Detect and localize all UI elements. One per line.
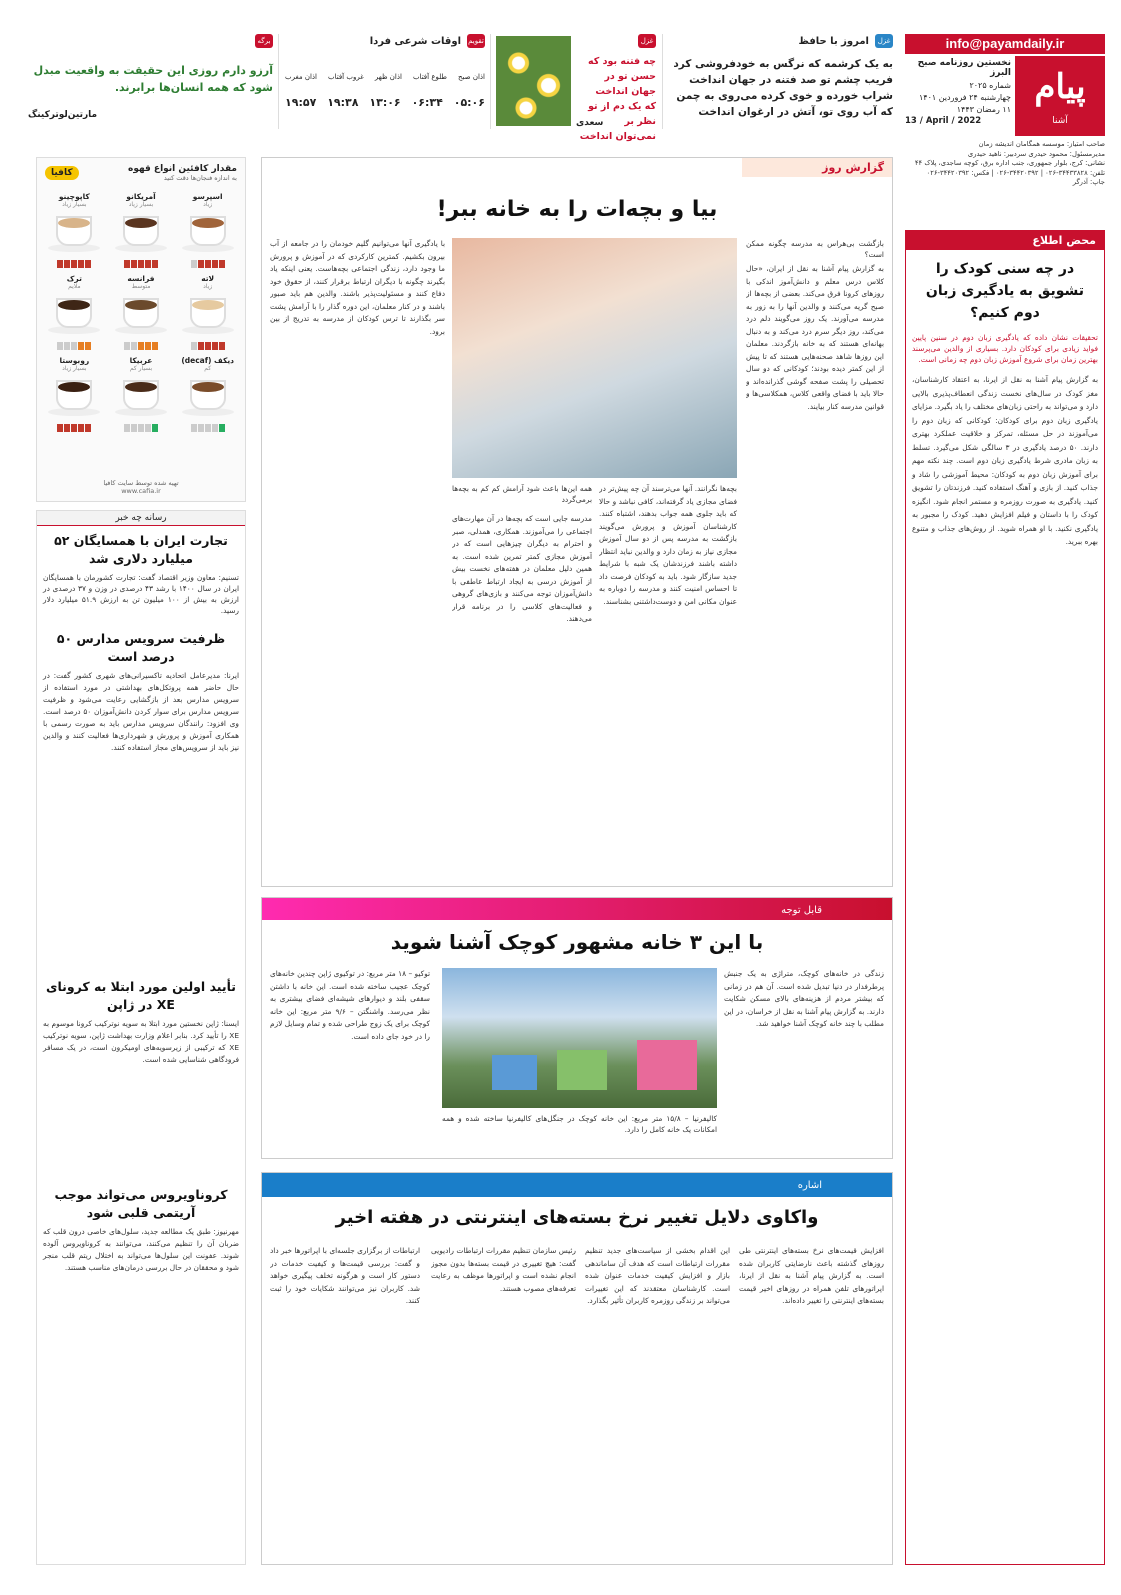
internet-banner — [262, 1173, 892, 1197]
coffee-infographic — [36, 157, 246, 502]
caffeine-meter-segment — [57, 342, 63, 350]
caffeine-meter-segment — [212, 342, 218, 350]
green-house — [557, 1050, 607, 1090]
caffeine-meter-segment — [124, 260, 130, 268]
caffeine-meter-segment — [205, 342, 211, 350]
prayer-header: طلوع آفتاب — [412, 73, 448, 81]
prayer-headers — [285, 72, 485, 82]
report-photo — [452, 238, 737, 478]
caffeine-meter — [110, 342, 173, 350]
coffee-strength: کم — [204, 365, 212, 372]
prayer-title: اوقات شرعی فردا — [369, 36, 461, 47]
prayer-header: اذان صبح — [458, 73, 485, 81]
internet-section — [261, 1172, 893, 1565]
caffeine-meter-segment — [152, 260, 158, 268]
coffee-cup-icon — [44, 374, 104, 422]
hafez-line: به یک کرشمه که نرگس به خودفروشی کرد — [673, 58, 893, 70]
coffee-title: مقدار کافئین انواع قهوه — [128, 164, 237, 174]
coffee-strength: بسیار زیاد — [62, 201, 87, 208]
brand-sub: آشنا — [1052, 116, 1068, 126]
caffeine-meter — [43, 260, 106, 268]
caffeine-meter — [43, 342, 106, 350]
coffee-name: عربیکا — [129, 356, 153, 365]
caffeine-meter-segment — [138, 424, 144, 432]
caffeine-meter-segment — [57, 424, 63, 432]
slogan: نخستین روزنامه صبح البرز — [917, 58, 1011, 78]
prayer-value: ۰۶:۳۴ — [411, 96, 443, 109]
date-hijri: ۱۱ رمضان ۱۴۴۳ — [956, 105, 1011, 114]
caffeine-meter — [43, 424, 106, 432]
quote-box — [28, 34, 273, 129]
internet-col-4: ارتباطات از برگزاری جلسه‌ای با اپراتورها خبر داد و گفت: بررسی قیمت‌ها و کیفیت خدمات در دستور کار است و هرگونه تخلف پیگیری خواهد شد. کاربران نیز می‌توانند شکایات خود را ثبت کنند. — [270, 1246, 420, 1305]
hafez-badge: غزل ۱۰۷ — [875, 34, 893, 48]
blue-house — [492, 1055, 537, 1090]
caffeine-meter — [110, 260, 173, 268]
caffeine-meter-segment — [64, 424, 70, 432]
prayer-header: اذان مغرب — [285, 73, 317, 81]
news-body-1: تسنیم: معاون وزیر اقتصاد گفت: تجارت کشورمان با همسایگان ایران در سال ۱۴۰۰ با رشد ۴۳ درصدی در وزن و ۳۷ درصدی در ارزش به بیش از ۱۰۰ میلیون تن به ارزش ۵۱.۹ میلیارد دلار رسید. — [43, 573, 240, 615]
left-news — [36, 510, 246, 1565]
caffeine-meter-segment — [71, 260, 77, 268]
coffee-footer-text: تهیه شده توسط سایت کافیا — [103, 479, 179, 487]
news-body-3: ایسنا: ژاپن نخستین مورد ابتلا به سویه نوترکیب کرونا موسوم به XE را تأیید کرد. بنابر اعلام وزارت بهداشت ژاپن، سویه نوترکیب XE که ترکیبی از زیرسویه‌های اومیکرون است، در یک مسافر فرودگاهی شناسایی شده است. — [43, 1019, 239, 1064]
masthead-info — [905, 58, 1011, 126]
saadi-line: نمی‌توان انداخت — [579, 131, 656, 142]
caffeine-meter-segment — [198, 260, 204, 268]
coffee-name: روبوستا — [59, 356, 90, 365]
caffeine-meter-segment — [78, 424, 84, 432]
coffee-item — [110, 274, 173, 350]
date-english: 13 / April / 2022 — [905, 116, 982, 126]
prayer-value: ۰۵:۰۶ — [453, 96, 485, 109]
coffee-cup-icon — [44, 210, 104, 258]
coffee-strength: بسیار زیاد — [128, 201, 154, 208]
report-caption: همه این‌ها باعث شود آرامش کم کم به بچه‌ها برمی‌گردد — [452, 484, 592, 504]
left-news-section-title: رسانه چه خبر — [37, 511, 245, 526]
coffee-name: آمریکانو — [126, 192, 156, 201]
news-headline-1: تجارت ایران با همسایگان ۵۲ میلیارد دلاری شد — [54, 533, 228, 566]
prayer-header: غروب آفتاب — [328, 73, 364, 81]
address: نشانی: کرج، بلوار جمهوری، جنب اداره برق، کوچه ساجدی، پلاک ۴۴ — [914, 159, 1105, 168]
caffeine-meter — [176, 260, 239, 268]
coffee-subtitle: به اندازه فنجان‌ها دقت کنید — [163, 174, 237, 182]
caffeine-meter-segment — [212, 424, 218, 432]
caffeine-meter-segment — [145, 424, 151, 432]
right-headline: در چه سنی کودک را تشویق به یادگیری زبان دوم کنیم؟ — [925, 261, 1085, 321]
caffeine-meter-segment — [152, 342, 158, 350]
caffeine-meter-segment — [198, 342, 204, 350]
caffeine-meter-segment — [212, 260, 218, 268]
caffeine-meter-segment — [205, 424, 211, 432]
prayer-value: ۱۳:۰۶ — [369, 96, 401, 109]
caffeine-meter-segment — [145, 342, 151, 350]
caffeine-meter-segment — [198, 424, 204, 432]
internet-section-title: اشاره — [797, 1180, 822, 1191]
news-headline-2: ظرفیت سرویس مدارس ۵۰ درصد است — [56, 631, 226, 664]
news-headline-3: تأیید اولین مورد ابتلا به کرونای XE در ژاپن — [46, 979, 236, 1012]
internet-col-3: رئیس سازمان تنظیم مقررات ارتباطات رادیویی گفت: هیچ تغییری در قیمت بسته‌ها بدون مجوز انجام نشده است و اپراتورها موظف به رعایت تعرفه‌های مصوب هستند. — [431, 1246, 576, 1293]
coffee-name: کاپوچینو — [58, 192, 90, 201]
coffee-cup-icon — [178, 210, 238, 258]
caffeine-meter-segment — [124, 424, 130, 432]
coffee-strength: ملایم — [68, 283, 81, 290]
houses-section-title: قابل توجه — [781, 905, 822, 916]
saadi-box — [496, 34, 656, 142]
coffee-strength: زیاد — [203, 201, 213, 208]
coffee-item — [176, 356, 239, 432]
coffee-cup-icon — [178, 292, 238, 340]
caffeine-meter-segment — [57, 260, 63, 268]
issue-number: شماره ۲۰۲۵ — [969, 81, 1011, 90]
date-persian: چهارشنبه ۲۴ فروردین ۱۴۰۱ — [918, 93, 1011, 102]
report-col-2: بچه‌ها نگرانند. آنها می‌ترسند آن چه پیش‌تر در فضای مجازی یاد گرفته‌اند، کافی نباشد و حالا که باید جلوی همه جواب بدهند، اشتباه کنند. کارشناسان آموزش و پرورش می‌گویند بازگشت به مدرسه پس از دو سال آموزش مجازی نیاز به زمان دارد و والدین نباید انتظار داشته باشند فرزندشان یک شبه با شرایط جدید سازگار شود. باید به کودکان فرصت داد تا احساس امنیت کنند و مدرسه را دوباره به عنوان مکانی امن و دوست‌داشتنی بشناسند. — [599, 484, 737, 606]
prayer-badge: تقویم — [467, 34, 485, 48]
brand-name: پیام — [1034, 67, 1086, 107]
saadi-line: که یک دم از تو نظر بر — [588, 101, 656, 127]
hafez-box — [668, 34, 893, 129]
report-col-1: به گزارش پیام آشنا به نقل از ایران، «حال کلاس درس معلم و دانش‌آموز اندکی با روزهای کرونا فرق می‌کند. بعضی از بچه‌ها از صبح گریه می‌کنند و والدین آنها را به زور به مدرسه می‌آورند. یک روز می‌گویند دلم درد می‌کند، روز دیگر سرم درد می‌کند و به دنبال بهانه‌ای هستند که به خانه بازگردند. معلمان این روزها شاهد صحنه‌هایی هستند که تا پیش از این کمتر دیده بودند؛ کودکانی که دو سال تحصیلی را پشت صفحه گوشی گذرانده‌اند و حالا باید با فضای واقعی کلاس، همکلاسی‌ها و قوانین مدرسه کنار بیایند. — [746, 264, 884, 411]
caffeine-meter-segment — [138, 260, 144, 268]
saadi-poet: سعدی — [576, 118, 604, 128]
caffeine-meter-segment — [131, 424, 137, 432]
coffee-strength: متوسط — [131, 283, 151, 290]
coffee-url[interactable]: www.cafia.ir — [121, 487, 161, 495]
prayer-box — [285, 34, 485, 129]
report-col-4: با یادگیری آنها می‌توانیم گلیم خودمان را در جامعه از آب بیرون بکشیم. کمترین کارکردی که در آموزش و پرورش ما وجود دارد، زندگی اجتماعی بچه‌هاست. یعنی اینکه یاد بگیرند چگونه با دیگران ارتباط برقرار کنند، از حقوق خود دفاع کنند و مسئولیت‌پذیر باشند. والدین هم باید صبور باشند و در کنار معلمان، این دوره گذار را با آرامش پشت سر بگذارند تا ترس کودکان از مدرسه به تدریج از بین برود. — [270, 239, 445, 336]
news-headline-4: کروناویروس می‌تواند موجب آریتمی قلبی شود — [54, 1187, 228, 1220]
hafez-line: فریب چشم تو صد فتنه در جهان انداخت — [689, 74, 893, 86]
report-col-3: مدرسه جایی است که بچه‌ها در آن مهارت‌های اجتماعی را می‌آموزند. همکاری، همدلی، صبر و احترام به دیگران چیزهایی است که در آموزش مجازی کمتر تمرین شده است. به همین دلیل معلمان در هفته‌های نخست بیش از آموزش درسی به ایجاد ارتباط عاطفی با دانش‌آموزان توجه می‌کنند و بازی‌های گروهی و فعالیت‌های کلاسی را در برنامه قرار می‌دهند. — [452, 514, 592, 623]
caffeine-meter-segment — [205, 260, 211, 268]
internet-col-1: افزایش قیمت‌های نرخ بسته‌های اینترنتی طی روزهای گذشته باعث نارضایتی کاربران شده است. به گزارش پیام آشنا به نقل از ایرنا، اپراتورهای تلفن همراه در روزهای اخیر قیمت بسته‌های اینترنتی را تغییر داده‌اند. — [739, 1246, 884, 1305]
email-bar[interactable]: info@payamdaily.ir — [905, 34, 1105, 54]
report-lead-text: بازگشت بی‌هراس به مدرسه چگونه ممکن است؟ — [746, 239, 884, 259]
caffeine-meter-segment — [138, 342, 144, 350]
caffeine-meter-segment — [124, 342, 130, 350]
hafez-line: شراب خورده و خوی کرده می‌روی به چمن — [676, 90, 893, 102]
report-section-title: گزارش روز — [742, 158, 892, 177]
quote-author: مارتین‌لوترکینگ — [28, 110, 98, 120]
coffee-cup-icon — [44, 292, 104, 340]
houses-col-2: کالیفرنیا – ۱۵/۸ متر مربع: این خانه کوچک در جنگل‌های کالیفرنیا ساخته شده و همه امکانات یک خانه کامل را دارد. — [442, 1114, 717, 1134]
report-lead — [746, 238, 884, 260]
coffee-strength: بسیار زیاد — [62, 365, 87, 372]
pink-house — [637, 1040, 697, 1090]
director: مدیرمسئول: محمود حیدری سردبیر: ناهید حیدری — [967, 149, 1105, 158]
caffeine-meter-segment — [85, 342, 91, 350]
prayer-values — [285, 96, 485, 109]
coffee-item — [43, 274, 106, 350]
coffee-item — [110, 356, 173, 432]
phone: تلفن: ۳۴۴۳۳۸۲۸-۰۲۶ | ۳۴۴۲۰۳۹۲-۰۲۶ | فکس: ۳۴۴۲۰۳۹۲-۰۲۶ — [926, 168, 1105, 177]
report-section — [261, 157, 893, 887]
caffeine-meter-segment — [191, 260, 197, 268]
coffee-cup-icon — [111, 374, 171, 422]
caffeine-meter — [176, 342, 239, 350]
houses-banner — [262, 898, 892, 920]
divider — [278, 34, 279, 129]
caffeine-meter-segment — [85, 260, 91, 268]
coffee-name: دیکف (decaf) — [181, 356, 234, 365]
prayer-value: ۱۹:۵۷ — [285, 96, 317, 109]
houses-photo — [442, 968, 717, 1108]
coffee-cup-icon — [111, 210, 171, 258]
saadi-badge: غزل — [638, 34, 656, 48]
news-body-2: ایرنا: مدیرعامل اتحادیه تاکسیرانی‌های شهری کشور گفت: در حال حاضر همه پروتکل‌های بهداشتی در مورد استفاده از سرویس مدارس بعد از بازگشایی رعایت می‌شود و ظرفیت سرویس مدارس برای سوار کردن دانش‌آموزان ۵۰ درصد است. وی افزود: رانندگان سرویس مدارس باید به صورت رسمی با همکاری آموزش و پرورش و شهرداری‌ها فعالیت کنند و والدین نیز باید از سرویس‌های مجاز استفاده کنند. — [43, 671, 239, 752]
right-section-title: محض اطلاع — [906, 231, 1104, 250]
coffee-footer — [45, 479, 237, 495]
printer: جاپ: آذرگر — [1072, 178, 1105, 187]
publisher-info — [905, 140, 1105, 188]
coffee-name: ترک — [66, 274, 82, 283]
publisher: صاحب امتیاز: موسسه همگامان اندیشه زمان — [978, 140, 1105, 148]
caffeine-meter-segment — [191, 424, 197, 432]
coffee-strength: زیاد — [203, 283, 213, 290]
caffeine-meter-segment — [219, 260, 225, 268]
caffeine-meter-segment — [145, 260, 151, 268]
hafez-title: امروز با حافظ — [798, 36, 869, 47]
coffee-brand: کافیا — [45, 166, 79, 180]
caffeine-meter-segment — [219, 424, 225, 432]
chamomile-photo — [496, 36, 571, 126]
coffee-cup-icon — [178, 374, 238, 422]
coffee-name: فرانسه — [127, 274, 155, 283]
quote-text: آرزو دارم روزی این حقیقت به واقعیت مبدل شود که همه انسان‌ها برابرند. — [33, 64, 273, 94]
caffeine-meter-segment — [131, 260, 137, 268]
coffee-item — [176, 274, 239, 350]
saadi-line: چه فتنه بود که حسن تو در — [588, 56, 656, 82]
houses-headline: با این ۳ خانه مشهور کوچک آشنا شوید — [390, 930, 764, 954]
right-intro: تحقیقات نشان داده که یادگیری زبان دوم در سنین پایین فواید زیادی برای کودکان دارد. بسیاری از والدین می‌پرسند بهترین زمان برای شروع آموزش زبان دوم چه زمانی است. — [912, 333, 1098, 364]
divider — [662, 34, 663, 129]
caffeine-meter — [176, 424, 239, 432]
coffee-item — [110, 192, 173, 268]
prayer-header: اذان ظهر — [374, 73, 402, 81]
caffeine-meter-segment — [64, 342, 70, 350]
caffeine-meter-segment — [71, 424, 77, 432]
internet-headline: واکاوی دلایل تغییر نرخ بسته‌های اینترنتی در هفته اخیر — [335, 1207, 819, 1228]
quote-badge: برگه — [255, 34, 273, 48]
coffee-header — [37, 158, 245, 188]
internet-col-2: این اقدام بخشی از سیاست‌های جدید تنظیم مقررات ارتباطات است که هدف آن ساماندهی بازار و افزایش کیفیت خدمات عنوان شده است. کارشناسان معتقدند که این تغییرات می‌تواند بر زندگی روزمره کاربران تأثیر بگذارد. — [585, 1246, 730, 1305]
prayer-value: ۱۹:۳۸ — [327, 96, 359, 109]
caffeine-meter-segment — [64, 260, 70, 268]
right-column — [905, 230, 1105, 1565]
caffeine-meter-segment — [152, 424, 158, 432]
houses-col-1: زندگی در خانه‌های کوچک، متراژی به یک جنبش پرطرفدار در دنیا تبدیل شده است. آن هم در زمانی که بیشتر مردم از هزینه‌های بالای مسکن شکایت دارند. به گزارش پیام آشنا به نقل از خراسان، در این مطلب با چند خانه کوچک آشنا خواهید شد. — [724, 969, 884, 1028]
caffeine-meter-segment — [85, 424, 91, 432]
coffee-item — [176, 192, 239, 268]
caffeine-meter-segment — [191, 342, 197, 350]
divider — [490, 34, 491, 129]
coffee-item — [43, 356, 106, 432]
coffee-cup-icon — [111, 292, 171, 340]
coffee-name: اسپرسو — [192, 192, 223, 201]
caffeine-meter-segment — [219, 342, 225, 350]
news-body-4: مهرنیوز: طبق یک مطالعه جدید، سلول‌های خاصی درون قلب که ضربان آن را تنظیم می‌کنند، می‌توانند به کروناویروس آلوده شوند. عفونت این سلول‌ها می‌تواند به اختلال ریتم قلب منجر شود و محققان در حال بررسی درمان‌های مناسب هستند. — [43, 1227, 239, 1272]
saadi-line: جهان انداخت — [595, 86, 656, 97]
caffeine-meter-segment — [78, 342, 84, 350]
coffee-item — [43, 192, 106, 268]
coffee-name: لاته — [201, 274, 215, 283]
coffee-strength: بسیار کم — [129, 365, 153, 372]
caffeine-meter-segment — [78, 260, 84, 268]
houses-col-3: توکیو – ۱۸ متر مربع: در توکیوی ژاپن چندین خانه‌های کوچک عجیب ساخته شده است. این خانه با داشتن سقفی بلند و دیوارهای شیشه‌ای فضای بیشتری به نظر می‌رسد. واشنگتن – ۹/۶ متر مربع: این خانه کوچک برای یک زوج طراحی شده و تمام وسایل لازم را در خود جای داده است. — [270, 969, 430, 1041]
caffeine-meter — [110, 424, 173, 432]
caffeine-meter-segment — [131, 342, 137, 350]
right-body: به گزارش پیام آشنا به نقل از ایرنا، به اعتقاد کارشناسان، مغز کودک در سال‌های نخست زندگی انعطاف‌پذیری بالایی دارد و می‌تواند به راحتی زبان‌های مختلف را یاد بگیرد. مزایای یادگیری زبان دوم برای کودکان: کودکانی که زبان دوم را می‌آموزند در حل مسئله، تمرکز و خلاقیت عملکرد بهتری دارند. ۵۰ درصد یادگیری در ۳ سالگی شکل می‌گیرد. تسلط به زبان مادری شرط یادگیری زبان دوم است. چند نکته مهم برای آموزش زبان دوم به کودکان: محیط آموزشی را شاد و جذاب کنید. از بازی و آهنگ استفاده کنید. فرزندتان را تشویق کنید. یادگیری به صورت روزمره و مستمر انجام شود. انگیزه کودک را با داستان و فیلم افزایش دهید. کودک را مجبور به یادگیری نکنید. با او همراه شوید. از روش‌های جذاب و متنوع بهره ببرید. — [912, 375, 1098, 546]
hafez-line: که آب روی تو، آتش در ارغوان انداخت — [698, 106, 893, 118]
houses-section — [261, 897, 893, 1159]
caffeine-meter-segment — [71, 342, 77, 350]
coffee-grid — [37, 188, 245, 436]
report-headline: بیا و بچه‌ات را به خانه ببر! — [436, 197, 718, 222]
